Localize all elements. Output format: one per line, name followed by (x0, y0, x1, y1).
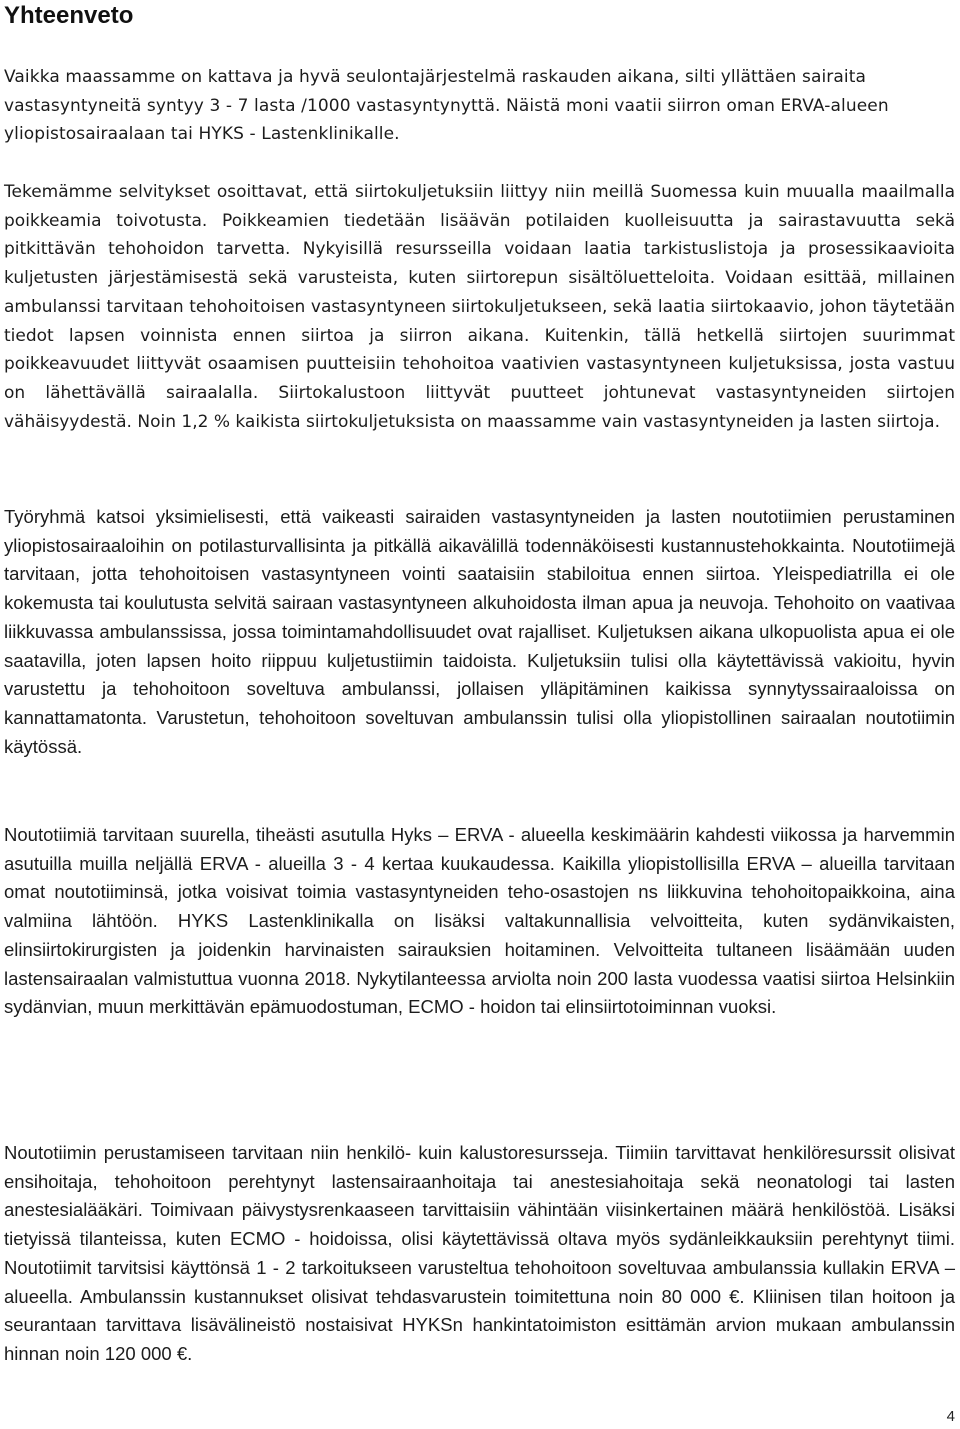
page-number: 4 (946, 1408, 955, 1425)
section-heading: Yhteenveto (4, 2, 134, 29)
paragraph-resources: Noutotiimin perustamiseen tarvitaan niin henkilö- kuin kalustoresursseja. Tiimiin tarvittavat henkilöresurssit olisivat ensihoitaja, tehohoitoon perehtynyt lastensairaanhoitaja tai anestesiahoitaja sekä neonatologi tai lasten anestesialääkäri. Toimivaan päivystysrenkaaseen tarvittaisiin vähintään viisinkertainen määrä henkilöstöä. Lisäksi tietyissä tilanteissa, kuten ECMO - hoidoissa, olisi käytettävissä oltava myös sydänleikkauksiin perehtynyt tiimi. Noutotiimit tarvitsisi käyttönsä 1 - 2 tarkoitukseen varusteltua tehohoitoon soveltuvaa ambulanssia kullakin ERVA – alueella. Ambulanssin kustannukset olisivat tehdasvarustein toimitettuna noin 80 000 €. Kliinisen tilan hoitoon ja seurantaan tarvittava lisävälineistö nostaisivat HYKSn hankintatoimiston esittämän arvion mukaan ambulanssin hinnan noin 120 000 €. (4, 1142, 955, 1364)
paragraph-team-need: Noutotiimiä tarvitaan suurella, tiheästi asutulla Hyks – ERVA - alueella keskimäärin kahdesti viikossa ja harvemmin asutuilla muilla neljällä ERVA - alueilla 3 - 4 kertaa kuukaudessa. Kaikilla yliopistollisilla ERVA – alueilla tarvitaan omat noutotiiminsä, jotka voisivat toimia vastasyntyneiden teho-osastojen ns liikkuvina tehohoitopaikkoina, aina valmiina lähtöön. HYKS Lastenklinikalla on lisäksi valtakunnallisia velvoitteita, kuten sydänvikaisten, elinsiirtokirurgisten ja joidenkin harvinaisten sairauksien hoitaminen. Velvoitteita tultaneen lisäämään uuden lastensairaalan valmistuttua vuonna 2018. Nykytilanteessa arviolta noin 200 lasta vuodessa vaatisi siirtoa Helsinkiin sydänvian, muun merkittävän epämuodostuman, ECMO - hoidon tai elinsiirtotoiminnan vuoksi. (4, 824, 955, 1018)
paragraph-working-group: Työryhmä katsoi yksimielisesti, että vaikeasti sairaiden vastasyntyneiden ja lasten noutotiimien perustaminen yliopistosairaaloihin on potilasturvallisinta ja pitkällä aikavälillä todennäköisesti kustannustehokkainta. Noutotiimejä tarvitaan, jotta tehohoitoisen vastasyntyneen vointi saataisiin stabiloitua ennen siirtoa. Yleispediatrilla ei ole kokemusta tai koulutusta selvitä sairaan vastasyntyneen alkuhoidosta ilman apua ja neuvoja. Tehohoito on vaativaa liikkuvassa ambulanssissa, jossa toimintamahdollisuudet ovat rajalliset. Kuljetuksen aikana ulkopuolista apua ei ole saatavilla, joten lapsen hoito riippuu kuljetustiimin taidoista. Kuljetuksiin tulisi olla käytettävissä vakioitu, hyvin varustettu ja tehohoitoon soveltuva ambulanssi, jollaisen ylläpitäminen kaikissa synnytyssairaaloissa on kannattamatonta. Varustetun, tehohoitoon soveltuvan ambulanssin tulisi olla yliopistollinen sairaalan noutotiimin käytössä. (4, 506, 955, 757)
paragraph-transport-findings: Tekemämme selvitykset osoittavat, että siirtokuljetuksiin liittyy niin meillä Suomessa kuin muualla maailmalla poikkeamia toivotusta. Poikkeamien tiedetään lisäävän potilaiden kuolleisuutta ja sairastavuutta sekä pitkittävän tehohoidon tarvetta. Nykyisillä resursseilla voidaan laatia tarkistuslistoja ja prosessikaavioita kuljetusten järjestämisestä sekä varusteista, kuten siirtorepun sisältöluetteloita. Voidaan esittää, millainen ambulanssi tarvitaan tehohoitoisen vastasyntyneen siirtokuljetukseen, sekä laatia siirtokaavio, johon täytetään tiedot lapsen voinnista ennen siirtoa ja siirron aikana. Kuitenkin, tällä hetkellä siirtojen suurimmat poikkeavuudet liittyvät osaamisen puutteisiin tehohoitoa vaativien vastasyntyneen kuljetuksissa, josta vastuu on lähettävällä sairaalalla. Siirtokalustoon liittyvät puutteet johtunevat vastasyntyneiden siirtojen vähäisyydestä. Noin 1,2 % kaikista siirtokuljetuksista on maassamme vain vastasyntyneiden ja lasten siirtoja. (4, 182, 955, 432)
paragraph-screening: Vaikka maassamme on kattava ja hyvä seulontajärjestelmä raskauden aikana, silti yllättäen sairaita vastasyntyneitä syntyy 3 - 7 lasta /1000 vastasyntynyttä. Näistä moni vaatii siirron oman ERVA-alueen yliopistosairaalaan tai HYKS - Lastenklinikalle. (4, 67, 889, 145)
